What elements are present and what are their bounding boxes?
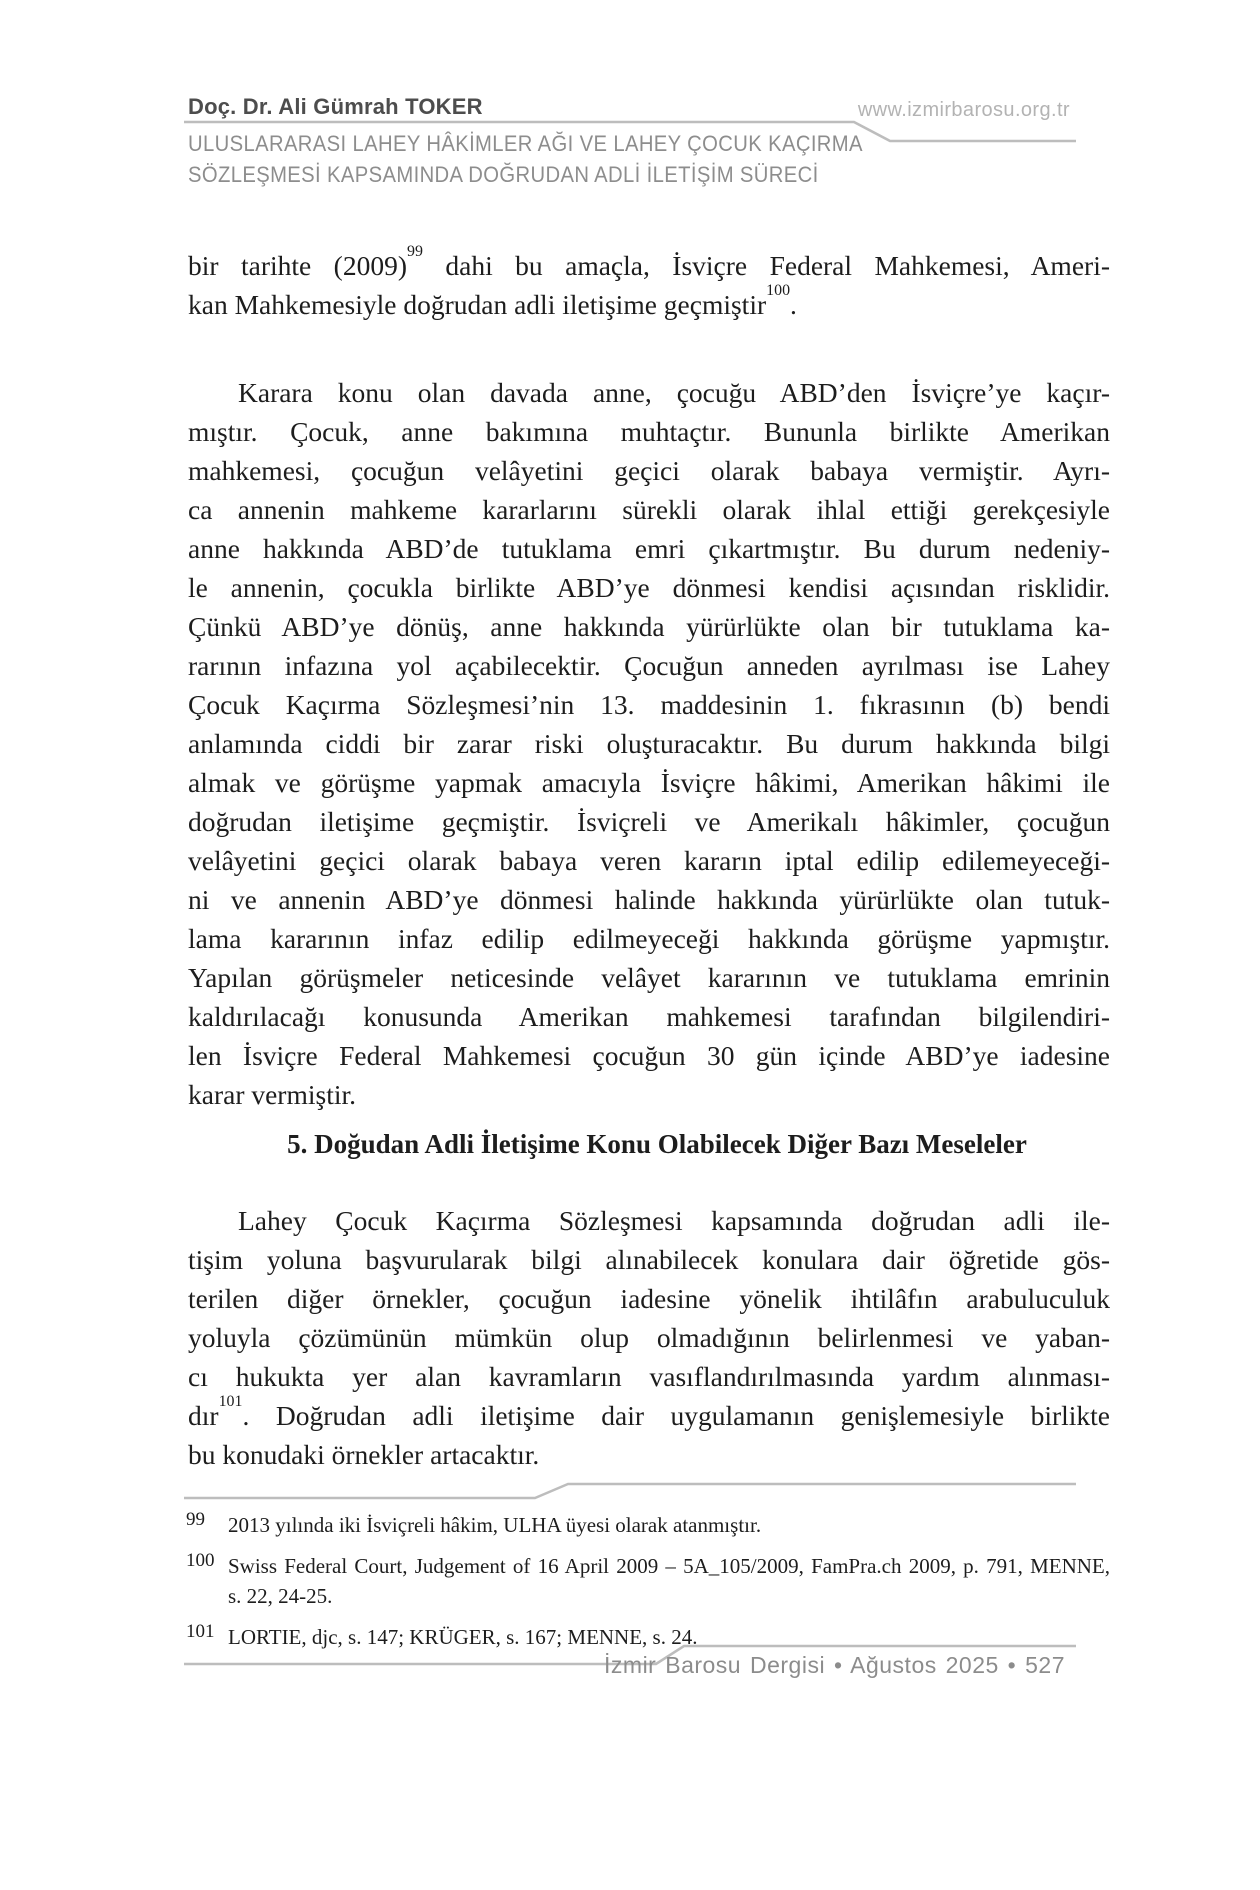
footnote-line: Swiss Federal Court, Judgement of 16 April 2009 – 5A_105/2009, FamPra.ch 2009, p. 791, MENNE, [228,1554,1110,1578]
body-line: Yapılan görüşmeler neticesinde velâyet kararının ve tutuklama emrinin [188,962,1110,993]
body-line: doğrudan iletişime geçmiştir. İsviçreli ve Amerikalı hâkimler, çocuğun [188,806,1110,837]
body-line: lama kararının infaz edilip edilmeyeceği hakkında görüşme yapmıştır. [188,923,1110,954]
section-heading: 5. Doğudan Adli İletişime Konu Olabilecek Diğer Bazı Meseleler [287,1129,1027,1159]
body-line: almak ve görüşme yapmak amacıyla İsviçre hâkimi, Amerikan hâkimi ile [188,767,1110,798]
footnotes [186,1510,1110,1663]
footnote [186,1551,1110,1611]
website-url: www.izmirbarosu.org.tr [857,99,1070,121]
footnote-number: 101 [186,1621,215,1642]
body-line: tişim yoluna başvurularak bilgi alınabilecek konulara dair öğretide gös- [188,1244,1110,1275]
body-line: yoluyla çözümünün mümkün olup olmadığının belirlenmesi ve yaban- [188,1322,1110,1353]
article-title-line1: ULUSLARARASI LAHEY HÂKİMLER AĞI VE LAHEY ÇOCUK KAÇIRMA [188,131,863,156]
footnote-ref: 99 [407,243,423,261]
author-name: Doç. Dr. Ali Gümrah TOKER [188,94,483,119]
paragraph [188,1201,1110,1474]
paragraph [188,243,1110,324]
body-line: dır$^{101}$. Doğrudan adli iletişime dair uygulamanın genişlemesiyle birlikte [188,1393,1110,1431]
body-line: bu konudaki örnekler artacaktır. [188,1439,540,1470]
footnote-number: 99 [186,1509,205,1530]
body-line: terilen diğer örnekler, çocuğun iadesine yönelik ihtilâfın arabuluculuk [188,1283,1110,1314]
footnote-line: LORTIE, djc, s. 147; KRÜGER, s. 167; MENNE, s. 24. [228,1625,698,1649]
body-line: karar vermiştir. [188,1079,356,1110]
body-line: kaldırılacağı konusunda Amerikan mahkemesi tarafından bilgilendiri- [188,1001,1110,1032]
footer-journal-info: İzmir Barosu Dergisi • Ağustos 2025 • 527 [604,1652,1065,1678]
body-line: rarının infazına yol açabilecektir. Çocuğun anneden ayrılması ise Lahey [188,650,1110,681]
body-line: Karara konu olan davada anne, çocuğu ABD’den İsviçre’ye kaçır- [238,377,1110,408]
body-line: le annenin, çocukla birlikte ABD’ye dönmesi kendisi açısından risklidir. [188,572,1110,603]
body-line: ni ve annenin ABD’ye dönmesi halinde hakkında yürürlükte olan tutuk- [188,884,1110,915]
footnote-line: 2013 yılında iki İsviçreli hâkim, ULHA üyesi olarak atanmıştır. [228,1513,762,1537]
footnote-ref: 100 [766,282,791,300]
footnote-line: s. 22, 24-25. [228,1584,333,1608]
article-title-line2: SÖZLEŞMESİ KAPSAMINDA DOĞRUDAN ADLİ İLETİŞİM SÜRECİ [188,162,819,187]
body-line: bir tarihte $(2009)^{99}$ dahi bu amaçla, İsviçre Federal Mahkemesi, Ameri- [188,243,1110,281]
body-line: cı hukukta yer alan kavramların vasıflandırılmasında yardım alınması- [188,1361,1110,1392]
body-line: ca annenin mahkeme kararlarını sürekli olarak ihlal ettiği gerekçesiyle [188,494,1110,525]
body-line: mıştır. Çocuk, anne bakımına muhtaçtır. Bununla birlikte Amerikan [188,416,1110,447]
body-line: Çünkü ABD’ye dönüş, anne hakkında yürürlükte olan bir tutuklama ka- [188,611,1110,642]
body-line: velâyetini geçici olarak babaya veren kararın iptal edilip edilemeyeceği- [188,845,1110,876]
body-line: len İsviçre Federal Mahkemesi çocuğun 30 gün içinde ABD’ye iadesine [188,1040,1110,1071]
body-line: mahkemesi, çocuğun velâyetini geçici olarak babaya vermiştir. Ayrı- [188,455,1110,486]
footnote-ref: 101 [218,1393,243,1411]
footnote-number: 100 [186,1550,215,1571]
body-line: kan Mahkemesiyle doğrudan adli iletişime geçmiştir$^{100}$. [188,282,797,320]
body-line: anne hakkında ABD’de tutuklama emri çıkartmıştır. Bu durum nedeniy- [188,533,1110,564]
paragraph [188,373,1110,1114]
footnote [186,1510,1110,1540]
body-line: anlamında ciddi bir zarar riski oluşturacaktır. Bu durum hakkında bilgi [188,728,1110,759]
body-line: Çocuk Kaçırma Sözleşmesi’nin 13. maddesinin 1. fıkrasının (b) bendi [188,689,1110,720]
footnote-divider [184,1484,1076,1498]
article-body [188,243,1110,1474]
footnote [186,1622,1110,1652]
body-line: Lahey Çocuk Kaçırma Sözleşmesi kapsamında doğrudan adli ile- [238,1205,1110,1236]
article-title [188,128,887,190]
